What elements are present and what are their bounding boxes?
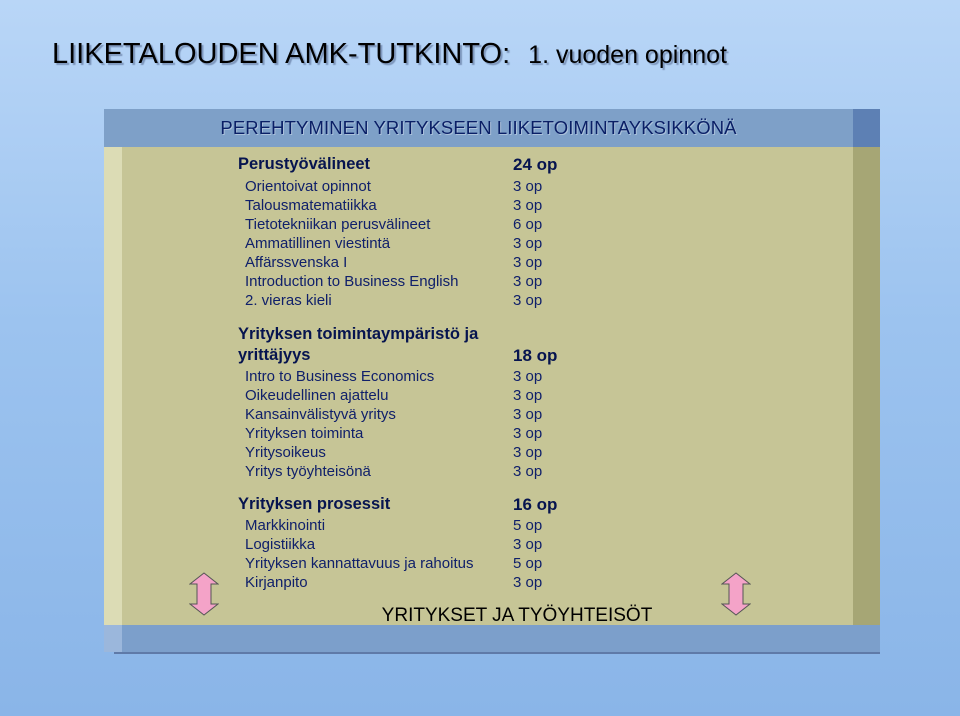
course-name: Yritys työyhteisönä: [245, 463, 371, 480]
course-name: Talousmatematiikka: [245, 197, 377, 214]
panel-header: PEREHTYMINEN YRITYKSEEN LIIKETOIMINTAYKSIKKÖNÄ: [220, 117, 737, 138]
course-credits: 3 op: [513, 368, 543, 385]
title-subtitle: 1. vuoden opinnot: [528, 41, 727, 69]
double-arrow-icon: [189, 572, 219, 616]
course-name: Kirjanpito: [245, 574, 308, 591]
course-credits: 3 op: [513, 235, 543, 252]
course-credits: 3 op: [513, 536, 543, 553]
panel-top-corner: [853, 109, 880, 147]
course-name: Intro to Business Economics: [245, 368, 435, 385]
section-title: yrittäjyys: [238, 346, 311, 364]
course-credits: 3 op: [513, 406, 543, 423]
course-name: Markkinointi: [245, 517, 326, 534]
course-name: Yrityksen toiminta: [245, 425, 364, 442]
course-name: Ammatillinen viestintä: [245, 235, 391, 252]
course-credits: 6 op: [513, 216, 543, 233]
section-title: Perustyövälineet: [238, 155, 371, 173]
course-credits: 3 op: [513, 387, 543, 404]
course-credits: 3 op: [513, 444, 543, 461]
course-name: Introduction to Business English: [245, 273, 459, 290]
panel-right-edge: [853, 147, 880, 625]
course-name: Yritysoikeus: [245, 444, 326, 461]
page-title: [52, 38, 727, 71]
course-credits: 3 op: [513, 425, 543, 442]
section-credits: 18 op: [513, 346, 558, 365]
course-name: 2. vieras kieli: [245, 292, 332, 309]
course-name: Logistiikka: [245, 536, 316, 553]
course-name: Kansainvälistyvä yritys: [245, 406, 396, 423]
panel-left-edge: [104, 147, 122, 625]
course-credits: 3 op: [513, 574, 543, 591]
course-credits: 3 op: [513, 254, 543, 271]
course-credits: 3 op: [513, 463, 543, 480]
course-credits: 5 op: [513, 517, 543, 534]
section-credits: 16 op: [513, 495, 558, 514]
panel-footer: [104, 605, 880, 631]
title-main: LIIKETALOUDEN AMK-TUTKINTO:: [52, 38, 511, 70]
course-credits: 3 op: [513, 178, 543, 195]
double-arrow-icon: [721, 572, 751, 616]
panel-footer-label: YRITYKSET JA TYÖYHTEISÖT: [381, 605, 653, 626]
section-title: Yrityksen prosessit: [238, 495, 391, 513]
course-credits: 5 op: [513, 555, 543, 572]
course-name: Affärssvenska I: [245, 254, 348, 271]
section-title-line1: Yrityksen toimintaympäristö ja: [238, 325, 479, 343]
curriculum-panel: [122, 147, 853, 625]
course-name: Tietotekniikan perusvälineet: [245, 216, 431, 233]
course-credits: 3 op: [513, 273, 543, 290]
course-credits: 3 op: [513, 292, 543, 309]
course-credits: 3 op: [513, 197, 543, 214]
section-credits: 24 op: [513, 155, 558, 174]
course-name: Oikeudellinen ajattelu: [245, 387, 389, 404]
course-name: Orientoivat opinnot: [245, 178, 371, 195]
course-name: Yrityksen kannattavuus ja rahoitus: [245, 555, 474, 572]
